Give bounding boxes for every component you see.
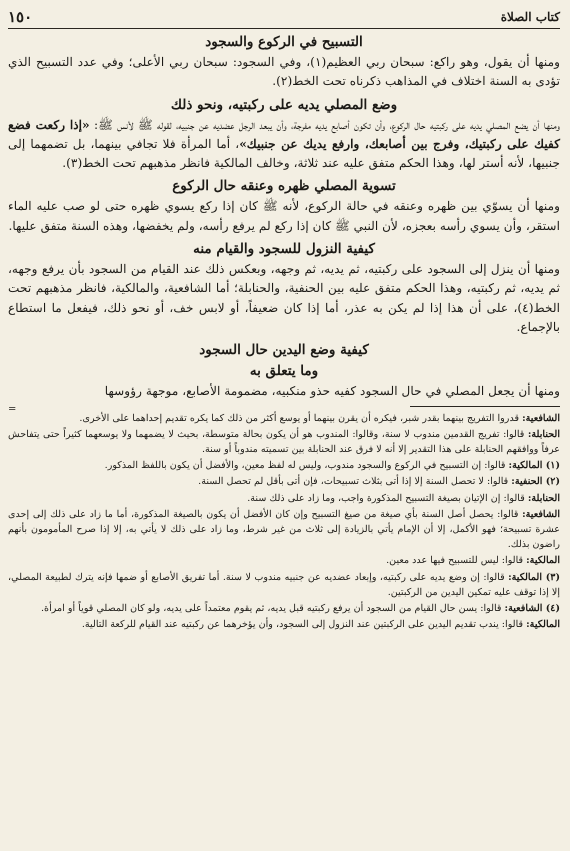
footnote bbox=[8, 617, 560, 632]
footnote-key: المالكية: bbox=[526, 555, 560, 567]
main-text bbox=[8, 32, 560, 402]
section-heading-hands-on-knees: وضع المصلي يديه على ركبتيه، ونحو ذلك bbox=[170, 96, 398, 113]
footnote-key: الحنابلة: bbox=[527, 492, 560, 504]
section-heading-hands-in-sujud bbox=[8, 340, 560, 382]
paragraph-descent: ومنها أن ينزل إلى السجود على ركبتيه، ثم يديه، ثم وجهه، وبعكس ذلك عند القيام من السجود بأن يرفع وجهه، ثم يديه، ثم ركبتيه، وهذا الحكم متفق عليه بين الحنفية، والحنابلة؛ أما الشافعية، والمالكية، فانظر مذهبهم تحت الخط(٤)، على أن هذا إذا لم يكن به عذر، أما إذا كان ضعيفاً، أو لابس خف، أو نحو ذلك، فيفعل ما استطاع بالإجماع. bbox=[8, 262, 560, 334]
footnote-text: قالوا: ليس للتسبيح فيها عدد معين. bbox=[386, 555, 527, 567]
footnotes bbox=[8, 411, 560, 633]
footnote bbox=[8, 427, 560, 457]
paragraph-tasbih: ومنها أن يقول، وهو راكع: سبحان ربي العظيم(١)، وفي السجود: سبحان ربي الأعلى؛ وفي عدد التسبيح الذي تؤدى به السنة اختلاف في المذاهب ذكرناه تحت الخط(٢). bbox=[8, 55, 561, 89]
heading-line: وما يتعلق به bbox=[249, 363, 319, 380]
footnote-key: الشافعية: bbox=[522, 412, 560, 424]
footnote-text: قالوا: إن وضع يديه على ركبتيه، وإبعاد عضديه عن جنبيه مندوب لا سنة. أما تفريق الأصابع أو ضمها فإنه يترك لطبيعة المصلي، إلا إذا توقف عليه تمكين اليدين من الركبتين. bbox=[8, 571, 560, 598]
page-number: ١٥٠ bbox=[8, 8, 33, 26]
page-header bbox=[8, 6, 560, 29]
hadith-quote: «إذا ركعت فضع كفيك على ركبتيك، وفرج بين أصابعك، وارفع يديك عن جنبيك» bbox=[8, 117, 560, 151]
footnote-text: قدروا التفريج بينهما بقدر شبر، فيكره أن يقرن بينهما أو يوسع أكثر من ذلك كما يكره تقديم إحداهما على الأخرى. bbox=[79, 412, 523, 424]
footnote-text: قالوا: إن الإتيان بصيغة التسبيح المذكورة واجب، وما زاد على ذلك سنة. bbox=[247, 492, 528, 504]
footnote-key: (٢) الحنفية: bbox=[511, 476, 560, 488]
paragraph-hands-on-knees bbox=[8, 116, 560, 174]
footnote-text: قالوا: يحصل أصل السنة بأي صيغة من صيغ التسبيح وإن كان الأفضل أن يكون بالصيغة المذكورة، أما ما زاد على ذلك إلى إحدى عشرة تسبيحة؛ فهو الأكمل، إلا أن الإمام يأتي بالزيادة إلى ثلاث من غير شرط، وما زاد على ذلك لا يأتي به، إلا إذا صرح المأمومون بأنهم راضون بذلك. bbox=[8, 508, 560, 551]
section-heading-back-straight: تسوية المصلي ظهره وعنقه حال الركوع bbox=[172, 178, 396, 195]
footnote-key: (٣) المالكية: bbox=[508, 571, 560, 583]
paragraph-text: ، أما المرأة فلا تجافي بينهما، بل تضمهما إلى جنبيها، لأنه أستر لها، وهذا الحكم متفق عليه عند ثلاثة، وخالف المالكية فانظر مذهبهم تحت الخط(٣). bbox=[8, 136, 560, 171]
separator-line bbox=[410, 406, 560, 407]
footnote-key: (١) المالكية: bbox=[508, 460, 560, 472]
footnote bbox=[8, 458, 560, 473]
footnote-separator bbox=[8, 403, 560, 415]
heading-line: كيفية وضع اليدين حال السجود bbox=[199, 342, 369, 359]
footnote bbox=[8, 411, 560, 426]
footnote bbox=[8, 553, 560, 568]
paragraph-hands-in-sujud: ومنها أن يجعل المصلي في حال السجود كفيه حذو منكبيه، مضمومة الأصابع، موجهة رؤوسها bbox=[104, 384, 560, 399]
footnote-text: قالوا: يندب تقديم اليدين على الركبتين عند النزول إلى السجود، وأن يؤخرهما عن ركبتيه عند القيام للركعة التالية. bbox=[81, 619, 527, 631]
section-heading-descent: كيفية النزول للسجود والقيام منه bbox=[193, 241, 375, 258]
footnote bbox=[8, 601, 560, 616]
paragraph-back-straight: ومنها أن يسوّي بين ظهره وعنقه في حالة الركوع، لأنه ﷺ كان إذا ركع يسوي ظهره حتى لو صب عليه الماء استقر، وأن يسوي رأسه بعجزه، لأن النبي ﷺ كان إذا ركع لم يرفع رأسه، ولم يخفضها، وهذه السنة متفق عليها. bbox=[8, 199, 560, 233]
footnote-key: الحنابلة: bbox=[527, 428, 560, 440]
footnote-text: قالوا: لا تحصل السنة إلا إذا أتى بثلاث تسبيحات، فإن أتى بأقل لم تحصل السنة. bbox=[198, 476, 512, 488]
footnote-text: قالوا: إن التسبيح في الركوع والسجود مندوب، وليس له لفظ معين، والأفضل أن يكون باللفظ المذكور. bbox=[104, 460, 509, 472]
book-title: كتاب الصلاة bbox=[500, 10, 560, 24]
footnote-key: (٤) الشافعية: bbox=[504, 603, 560, 614]
footnote-text: قالوا: يسن حال القيام من السجود أن يرفع ركبتيه قبل يديه، ثم يقوم معتمداً على يديه، ولو كان المصلي قوياً أو امرأة. bbox=[41, 603, 505, 614]
footnote-key: المالكية: bbox=[526, 619, 560, 631]
continuation-mark: = bbox=[8, 403, 17, 415]
footnote bbox=[8, 570, 560, 600]
section-heading-tasbih: التسبيح في الركوع والسجود bbox=[205, 34, 363, 50]
footnote-text: قالوا: تفريج القدمين مندوب لا سنة، وقالوا: المندوب هو أن يكون بحالة متوسطة، بحيث لا يضمهما ولا يوسعهما كثيراً حتى يتفاحش عرفاً ووافقهم الحنابلة على هذا التقدير إلا أنه لا فرق عند الحنابلة بين تسميته مندوباً أو سنة. bbox=[8, 428, 560, 455]
footnote bbox=[8, 474, 560, 489]
footnote bbox=[8, 507, 560, 553]
paragraph-text: ومنها أن يضع المصلي يديه على ركبتيه حال الركوع، وأن تكون أصابع يديه مفرجة، وأن يبعد الرجل عضديه عن جنبيه، لقوله ﷺ لأنس ﷺ: bbox=[89, 117, 561, 132]
footnote bbox=[8, 491, 560, 506]
footnote-key: الشافعية: bbox=[522, 508, 560, 520]
